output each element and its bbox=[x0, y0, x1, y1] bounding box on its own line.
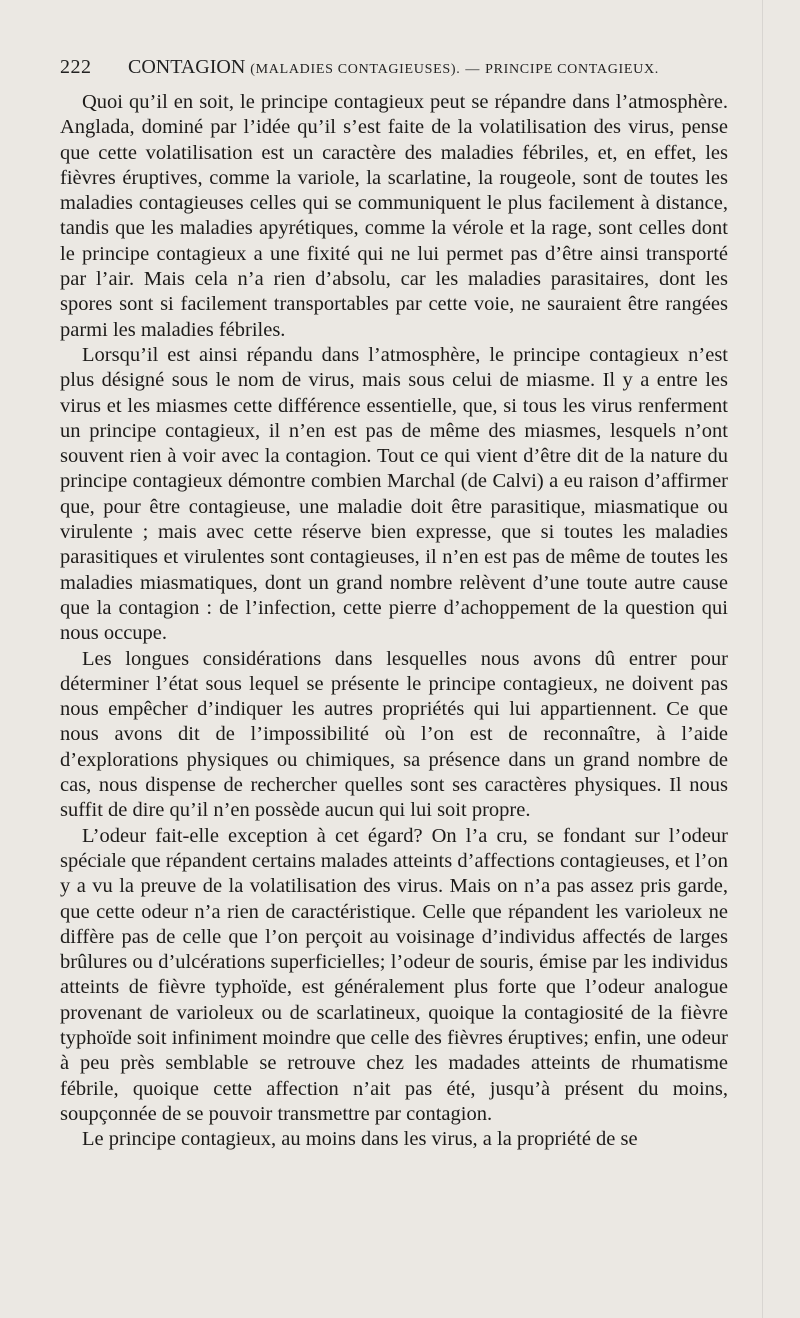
paragraph: Lorsqu’il est ainsi répandu dans l’atmosphère, le principe contagieux n’est plus désigné sous le nom de virus, mais sous celui de miasme. Il y a entre les virus et les miasmes cette différence essentielle, que, si tous les virus renferment un principe contagieux, il n’en est pas de même des miasmes, lesquels n’ont souvent rien à voir avec la contagion. Tout ce qui vient d’être dit de la nature du principe contagieux démontre combien Marchal (de Calvi) a eu raison d’affirmer que, pour être contagieuse, une maladie doit être parasitique, miasmatique ou virulente ; mais avec cette réserve bien expresse, que si toutes les maladies parasitiques et virulentes sont contagieuses, il n’en est pas de même de toutes les maladies miasmatiques, dont un grand nombre relèvent d’une toute autre cause que la contagion : de l’infection, cette pierre d’achoppement de la question qui nous occupe. bbox=[60, 343, 728, 645]
running-title-section: PRINCIPE CONTAGIEUX. bbox=[485, 62, 659, 77]
running-title-subtitle: (MALADIES CONTAGIEUSES). bbox=[250, 62, 461, 77]
running-title-main: CONTAGION bbox=[128, 56, 246, 78]
running-title-separator: — bbox=[465, 62, 481, 77]
body-text bbox=[60, 90, 728, 1152]
page-edge-shadow bbox=[762, 0, 763, 1318]
paragraph: L’odeur fait-elle exception à cet égard? On l’a cru, se fondant sur l’odeur spéciale que répandent certains malades atteints d’affections contagieuses, et l’on y a vu la preuve de la volatilisation des virus. Mais on n’a pas assez pris garde, que cette odeur n’a rien de caractéristique. Celle que répandent les varioleux ne diffère pas de celle que l’on perçoit au voisinage d’individus affectés de larges brûlures ou d’ulcérations superficielles; l’odeur de souris, émise par les individus atteints de fièvre typhoïde, est généralement plus forte que l’odeur analogue provenant de varioleux ou de scarlatineux, quoique la contagiosité de la fièvre typhoïde soit infiniment moindre que celle des fièvres éruptives; enfin, une odeur à peu près semblable se retrouve chez les madades atteints de rhumatisme fébrile, quoique cette affection n’ait pas été, jusqu’à présent du moins, soupçonnée de se pouvoir transmettre par contagion. bbox=[60, 824, 728, 1125]
paragraph: Quoi qu’il en soit, le principe contagieux peut se répandre dans l’atmosphère. Anglada, dominé par l’idée qu’il s’est faite de la volatilisation des virus, pense que cette volatilisation est un caractère des maladies fébriles, et, en effet, les fièvres éruptives, comme la variole, la scarlatine, la rougeole, sont de toutes les maladies contagieuses celles qui se communiquent le plus facilement à distance, tandis que les maladies apyrétiques, comme la vérole et la rage, sont celles dont le principe contagieux a une fixité qui ne lui permet pas d’être ainsi transporté par l’air. Mais cela n’a rien d’absolu, car les maladies parasitaires, dont les spores sont si facilement transportables par cette voie, ne sauraient être rangées parmi les maladies fébriles. bbox=[60, 91, 728, 341]
running-header bbox=[60, 56, 742, 86]
running-title bbox=[128, 56, 659, 79]
paragraph: Le principe contagieux, au moins dans les virus, a la propriété de se bbox=[82, 1128, 638, 1151]
page-number: 222 bbox=[60, 56, 92, 78]
paragraph: Les longues considérations dans lesquelles nous avons dû entrer pour déterminer l’état sous lequel se présente le principe contagieux, ne doivent pas nous empêcher d’indiquer les autres propriétés qui lui appartiennent. Ce que nous avons dit de l’impossibilité où l’on est de reconnaître, à l’aide d’explorations physiques ou chimiques, sa présence dans un grand nombre de cas, nous dispense de rechercher quelles sont ses caractères physiques. Il nous suffit de dire qu’il n’en possède aucun qui lui soit propre. bbox=[60, 647, 728, 822]
